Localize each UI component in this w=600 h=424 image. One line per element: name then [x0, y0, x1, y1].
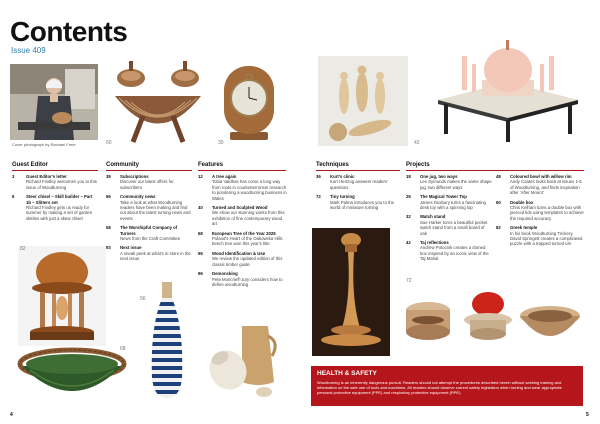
community-column	[106, 174, 192, 266]
section-heading-projects: Projects	[406, 162, 430, 168]
entry-page: 72	[316, 194, 321, 200]
fig-number: 60	[106, 140, 112, 146]
contents-entry[interactable]	[106, 225, 192, 241]
entry-desc: Tobia Valdhas has come a long way from roots in counterterrorism research to pondering a woodturning business in Wales	[212, 179, 287, 201]
entry-page: 40	[198, 205, 203, 211]
entry-desc: Richard Findley gets us ready for summer by making a set of garden skittles with just a skew chisel	[26, 205, 93, 221]
contents-entry[interactable]	[406, 214, 492, 236]
entry-page: 18	[406, 174, 411, 179]
entry-title: Coloured bowl with willow rim	[510, 174, 572, 179]
carved-bowl-photo	[103, 56, 213, 146]
entry-title: Double box	[510, 199, 534, 205]
entry-page: 36	[316, 174, 321, 179]
entry-page: 58	[106, 225, 111, 231]
entry-page: 6	[12, 194, 15, 200]
entry-page: 32	[406, 214, 411, 220]
entry-desc: Andrew Potocnik creates a domed box inspired by an iconic view of the Taj Mahal	[420, 245, 489, 262]
contents-entry[interactable]	[198, 271, 288, 287]
entry-page: 60	[496, 199, 501, 205]
entry-desc: Sue Harker turns a beautiful pocket watch stand from a small board of oak	[420, 219, 488, 236]
entry-desc: James Duxbury turns a fascinating desk toy with a spinning top	[420, 199, 486, 211]
section-rule	[406, 170, 584, 171]
contents-entry[interactable]	[406, 240, 492, 262]
contents-entry[interactable]	[12, 194, 98, 221]
projects-column-b	[496, 174, 584, 251]
page-title: Contents	[10, 16, 128, 47]
entry-desc: Pete Moncrieff-Jury considers how to define woodturning	[212, 276, 283, 287]
entry-page: 82	[496, 225, 501, 231]
willow-bowl-photo	[12, 342, 132, 404]
contents-entry[interactable]	[106, 245, 192, 261]
entry-desc: A sneak peek at what's in store in the next issue	[120, 250, 191, 262]
entry-page: 12	[198, 174, 203, 179]
section-rule	[316, 170, 400, 171]
entry-desc: Poland's Heart of the Oakowska Hills beech tree won this year's title	[212, 236, 283, 247]
contents-entry[interactable]	[406, 194, 492, 210]
entry-title: A tree again	[212, 174, 237, 179]
fig-number: 72	[406, 278, 412, 284]
entry-title: Kurt's clinic	[330, 174, 355, 179]
entry-desc: Richard Findley welcomes you to this issue of Woodturning	[26, 179, 97, 190]
watch-stand-photo	[216, 56, 282, 146]
contents-entry[interactable]	[106, 194, 192, 221]
entry-title: Tiny turning	[330, 194, 355, 200]
section-heading-features: Features	[198, 162, 224, 168]
section-heading-community: Community	[106, 162, 139, 168]
entry-title: Greek temple	[510, 225, 538, 231]
contents-entry[interactable]	[106, 174, 192, 190]
cover-caption: Cover photograph by Rachael Freer	[12, 142, 76, 147]
health-safety-heading: HEALTH & SAFETY	[317, 370, 377, 377]
entry-desc: Mark Palma introduces you to the world of miniature turning	[330, 199, 395, 211]
guest-editor-column	[12, 174, 98, 225]
section-rule	[106, 170, 192, 171]
contents-entry[interactable]	[406, 174, 492, 190]
projects-column-a	[406, 174, 492, 266]
fig-number: 30	[218, 140, 224, 146]
entry-desc: Andy Coates looks back at issues 1-5 of Woodturning, and finds inspiration after 'After Mount'	[510, 179, 582, 196]
techniques-column	[316, 174, 400, 214]
section-rule	[198, 170, 286, 171]
cover-photo	[10, 64, 98, 140]
health-safety-text: Woodturning is an inherently dangerous pursuit. Readers should not attempt the procedures described herein without seeking training and information on the safe use of tools and machines. All readers should observe current safety legislation when turning and wear appropriate personal protective equipment (PPE) and respiratory protective equipment (RPE).	[317, 380, 562, 395]
taj-box-photo	[432, 34, 584, 146]
entry-desc: Chris Kelham turns a double box with pierced lids using templates to achieve the required accuracy	[510, 205, 584, 221]
jugs-photo	[202, 322, 282, 402]
health-safety-box	[311, 366, 583, 406]
entry-title: Guest Editor's letter	[26, 174, 67, 179]
entry-desc: Les Symonds makes the same shape jug, two different ways	[420, 179, 492, 190]
contents-entry[interactable]	[316, 194, 400, 210]
contents-entry[interactable]	[496, 225, 584, 247]
entry-title: Community news	[120, 194, 156, 200]
contents-entry[interactable]	[198, 174, 288, 201]
entry-title: Demoncking	[212, 271, 238, 277]
entry-title: Next issue	[120, 245, 142, 251]
contents-entry[interactable]	[198, 231, 288, 247]
entry-page: 56	[106, 194, 111, 200]
features-column	[198, 174, 288, 291]
entry-desc: Discover our latest offers for subscribers	[120, 179, 174, 190]
entry-desc: News from the Craft Committee	[120, 236, 181, 242]
section-heading-guest-editor: Guest Editor	[12, 162, 49, 168]
skittles-photo	[318, 56, 408, 146]
entry-desc: In his book Woodturning Trickery, David Springett creates a complicated puzzle with a trapped turned urn	[510, 230, 583, 247]
entry-page: 68	[198, 230, 203, 236]
boxes-photo	[400, 286, 584, 346]
contents-entry[interactable]	[496, 200, 584, 222]
tower-top-photo	[312, 228, 390, 356]
entry-page: 42	[406, 240, 411, 246]
entry-title: Taj reflections	[420, 240, 449, 246]
contents-entry[interactable]	[198, 205, 288, 227]
contents-entry[interactable]	[496, 174, 584, 196]
contents-entry[interactable]	[316, 174, 400, 190]
entry-title: Watch stand	[420, 214, 446, 220]
entry-desc: We show our stunning works from this exhibition of fine contemporary wood art	[212, 210, 285, 227]
striped-vase-photo	[146, 278, 188, 402]
entry-page: 95	[198, 250, 203, 256]
page-number-right: 5	[586, 412, 589, 418]
section-heading-techniques: Techniques	[316, 162, 349, 168]
contents-entry[interactable]	[198, 251, 288, 267]
fig-number: 68	[120, 346, 126, 352]
fig-number: 56	[140, 296, 146, 302]
entry-title: European Tree of the Year 2025	[212, 230, 276, 236]
entry-title: Turned and Sculpted Wood	[212, 205, 268, 211]
page-number-left: 4	[10, 412, 13, 418]
entry-page: 26	[406, 194, 411, 200]
entry-desc: We review the updated edition of this classic timber guide	[212, 256, 283, 267]
entry-title: The Magical Tower Top	[420, 194, 467, 200]
entry-page: 48	[496, 174, 501, 179]
entry-title: The Worshipful Company of Turners	[120, 225, 178, 236]
entry-page: 3	[12, 174, 15, 179]
entry-desc: Take a look at what Woodturning readers have been making and find out about the latest turning news and events	[120, 199, 191, 221]
entry-desc: Kurt Hertzog answers readers' questions	[330, 179, 388, 190]
entry-title: Wood Identification & Use	[212, 250, 266, 256]
fig-number: 42	[414, 140, 420, 146]
issue-number: Issue 409	[11, 46, 46, 55]
section-rule	[12, 170, 98, 171]
entry-title: One jug, two ways	[420, 174, 458, 179]
entry-page: 96	[198, 271, 203, 277]
entry-title: Subscriptions	[120, 174, 149, 179]
contents-entry[interactable]	[12, 174, 98, 190]
entry-title: Steer chisel – Skill builder – Part 1b – Slitters set	[26, 194, 93, 205]
entry-page: 39	[106, 174, 111, 179]
fig-number: 82	[20, 246, 26, 252]
temple-photo	[18, 246, 106, 346]
entry-page: 93	[106, 245, 111, 251]
